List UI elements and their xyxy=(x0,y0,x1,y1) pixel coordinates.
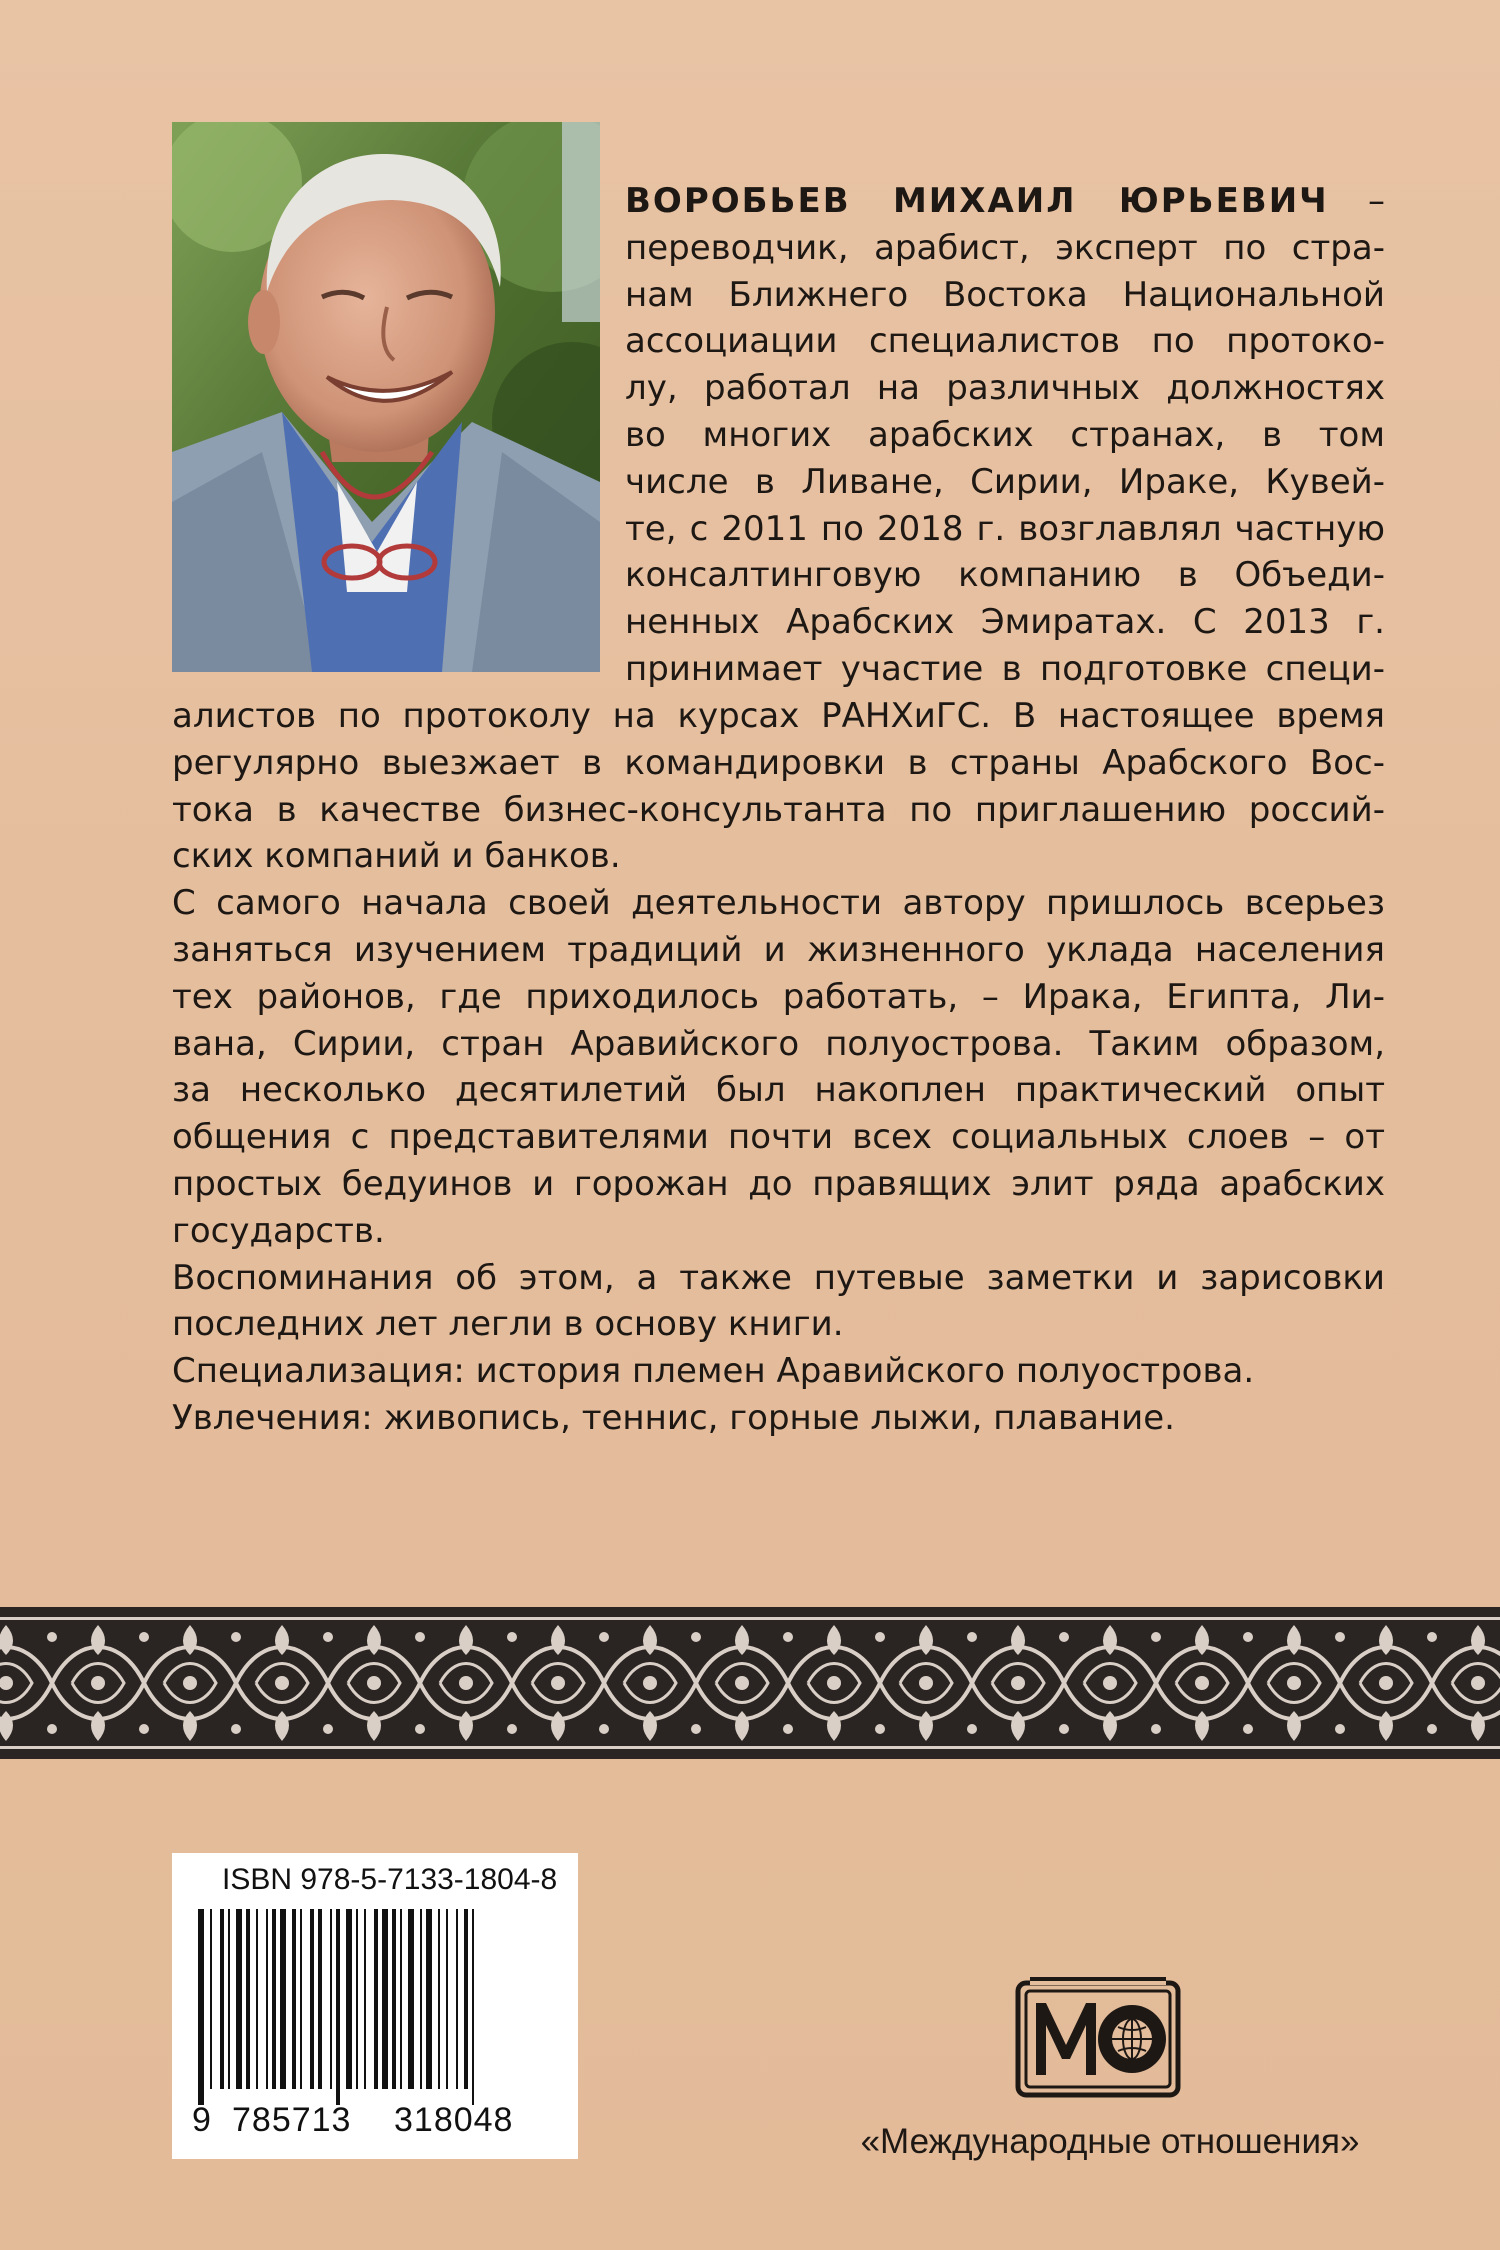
bio-line: общения с представителями почти всех социальных слоев – от xyxy=(172,1117,1385,1158)
bio-line: государств. xyxy=(172,1210,385,1251)
author-bio-body xyxy=(172,693,1385,1442)
bio-line: простых бедуинов и горожан до правящих элит ряда арабских xyxy=(172,1163,1385,1204)
bio-line: алистов по протоколу на курсах РАНХиГС. В настоящее время xyxy=(172,696,1385,736)
bio-line: переводчик, арабист, эксперт по стра- xyxy=(625,227,1385,268)
bio-line: Воспоминания об этом, а также путевые заметки и зарисовки xyxy=(172,1257,1385,1298)
ornament-band xyxy=(0,1607,1500,1759)
bio-line: консалтинговую компанию в Объеди- xyxy=(625,555,1385,596)
isbn-barcode-box xyxy=(172,1853,578,2159)
bio-line: заняться изучением традиций и жизненного уклада населения xyxy=(172,929,1385,970)
bio-line: вана, Сирии, стран Аравийского полуострова. Таким образом, xyxy=(172,1023,1385,1064)
barcode-digit-first: 9 xyxy=(192,2101,211,2139)
barcode-digits-right: 318048 xyxy=(394,2101,514,2139)
bio-line: те, с 2011 по 2018 г. возглавлял частную xyxy=(625,508,1385,549)
bio-line: регулярно выезжает в командировки в страны Арабского Вос- xyxy=(172,742,1385,783)
bio-line: принимает участие в подготовке специ- xyxy=(625,648,1385,689)
author-name-dash: – xyxy=(1328,181,1385,221)
bio-line: лу, работал на различных должностях xyxy=(625,368,1385,409)
bio-line: тока в качестве бизнес-консультанта по приглашению россий- xyxy=(172,789,1385,830)
bio-line: нам Ближнего Востока Национальной xyxy=(625,274,1385,315)
bio-line: Увлечения: живопись, теннис, горные лыжи, плавание. xyxy=(172,1397,1175,1438)
isbn-label: ISBN 978-5-7133-1804-8 xyxy=(222,1863,558,1896)
barcode-digits-left: 785713 xyxy=(232,2101,352,2139)
bio-line: С самого начала своей деятельности автору пришлось всерьез xyxy=(172,883,1385,924)
publisher-name: «Международные отношения» xyxy=(860,2122,1360,2161)
author-photo-image xyxy=(172,122,600,672)
publisher-logo-icon xyxy=(1014,1973,1182,2101)
author-photo xyxy=(172,122,600,672)
bio-line: ассоциации специалистов по протоко- xyxy=(625,321,1385,362)
bio-line: числе в Ливане, Сирии, Ираке, Кувей- xyxy=(625,461,1385,502)
ornament-pattern xyxy=(0,1607,1500,1759)
author-name: ВОРОБЬЕВ МИХАИЛ ЮРЬЕВИЧ xyxy=(625,181,1329,221)
bio-line: ненных Арабских Эмиратах. С 2013 г. xyxy=(625,602,1385,643)
bio-line: Специализация: история племен Аравийского полуострова. xyxy=(172,1351,1255,1392)
bio-line: тех районов, где приходилось работать, – Ирака, Египта, Ли- xyxy=(172,976,1385,1017)
bio-line: за несколько десятилетий был накоплен практический опыт xyxy=(172,1070,1385,1111)
bio-line: последних лет легли в основу книги. xyxy=(172,1304,844,1345)
bio-line: ских компаний и банков. xyxy=(172,836,621,877)
publisher-logo xyxy=(1014,1973,1182,2101)
bio-line: во многих арабских странах, в том xyxy=(625,414,1385,455)
author-bio-intro xyxy=(625,178,1385,693)
barcode-image xyxy=(198,1909,552,2105)
author-heading-line xyxy=(625,178,1385,225)
